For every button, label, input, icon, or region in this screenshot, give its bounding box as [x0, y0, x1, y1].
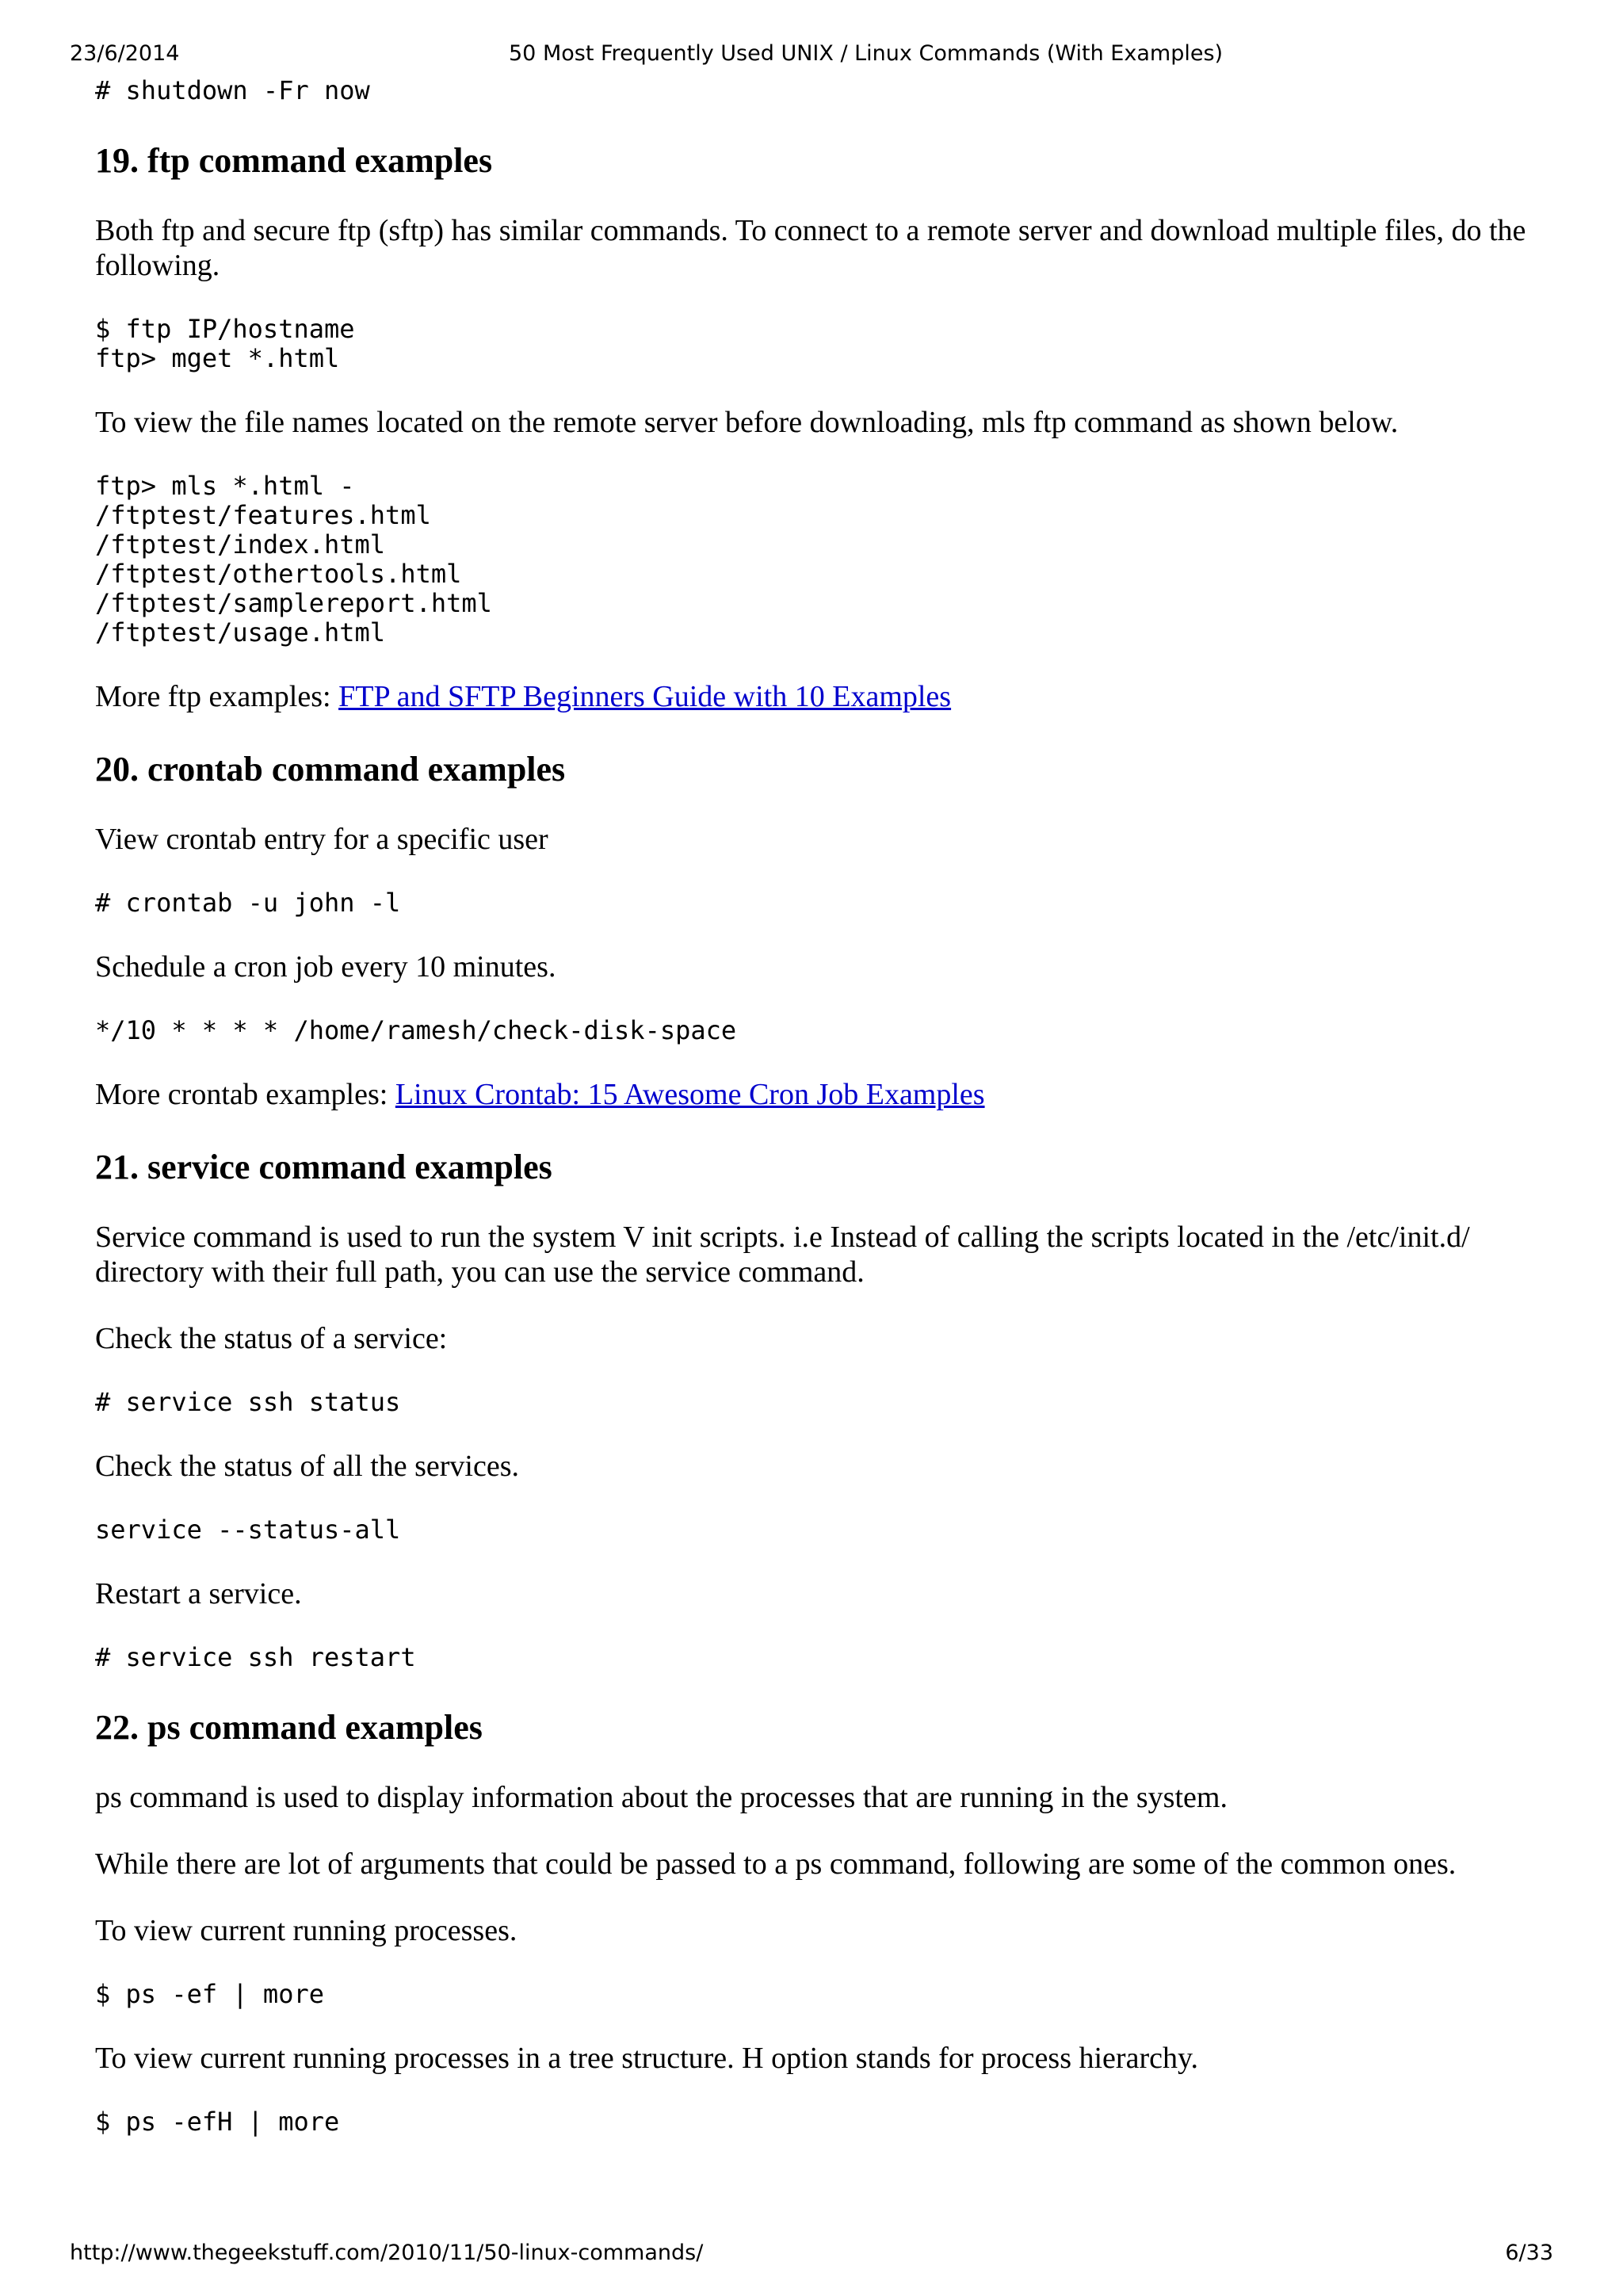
paragraph-service-status-all: Check the status of all the services. — [95, 1450, 520, 1483]
paragraph-ftp-mls: To view the file names located on the remote server before downloading, mls ftp command as shown below. — [95, 406, 1399, 439]
paragraph-ps-arguments: While there are lot of arguments that could be passed to a ps command, following are some of the common ones. — [95, 1847, 1457, 1881]
paragraph-ps-tree: To view current running processes in a tree structure. H option stands for process hierarchy. — [95, 2042, 1198, 2075]
code-block-crontab-entry: */10 * * * * /home/ramesh/check-disk-space — [95, 1015, 737, 1045]
code-block-crontab-list: # crontab -u john -l — [95, 888, 401, 918]
code-block-service-status: # service ssh status — [95, 1387, 401, 1417]
code-block-shutdown: # shutdown -Fr now — [95, 75, 370, 105]
heading-ps: 22. ps command examples — [95, 1708, 483, 1747]
link-crontab-examples[interactable]: Linux Crontab: 15 Awesome Cron Job Examples — [395, 1078, 985, 1111]
footer-url: http://www.thegeekstuff.com/2010/11/50-linux-commands/ — [70, 2241, 704, 2265]
code-block-ftp-mget: $ ftp IP/hostname ftp> mget *.html — [95, 314, 355, 373]
page-footer — [70, 2237, 1553, 2269]
paragraph-ftp-more — [95, 679, 1528, 714]
code-block-service-status-all: service --status-all — [95, 1515, 401, 1545]
paragraph-crontab-more — [95, 1077, 1528, 1112]
more-ftp-prefix: More ftp examples: — [95, 680, 339, 713]
link-ftp-guide[interactable]: FTP and SFTP Beginners Guide with 10 Examples — [338, 680, 952, 713]
heading-service: 21. service command examples — [95, 1148, 552, 1186]
code-block-ps-efh: $ ps -efH | more — [95, 2107, 340, 2137]
header-title: 50 Most Frequently Used UNIX / Linux Commands (With Examples) — [509, 41, 1224, 66]
more-crontab-prefix: More crontab examples: — [95, 1078, 395, 1111]
paragraph-ps-view: To view current running processes. — [95, 1914, 517, 1947]
heading-crontab: 20. crontab command examples — [95, 750, 566, 789]
header-date: 23/6/2014 — [70, 41, 180, 66]
paragraph-crontab-view: View crontab entry for a specific user — [95, 823, 548, 856]
code-block-service-restart: # service ssh restart — [95, 1642, 416, 1672]
page-header — [70, 38, 1553, 70]
paragraph-crontab-schedule: Schedule a cron job every 10 minutes. — [95, 950, 556, 984]
footer-page-number: 6/33 — [1505, 2241, 1553, 2265]
paragraph-ftp-intro: Both ftp and secure ftp (sftp) has similar commands. To connect to a remote server and download multiple files, do the following. — [95, 214, 1526, 282]
code-block-ps-ef: $ ps -ef | more — [95, 1979, 324, 2009]
paragraph-service-restart: Restart a service. — [95, 1577, 302, 1610]
heading-ftp: 19. ftp command examples — [95, 141, 493, 180]
article-content — [95, 76, 1528, 2137]
paragraph-service-intro: Service command is used to run the system V init scripts. i.e Instead of calling the scripts located in the /etc/init.d/ directory with their full path, you can use the service command. — [95, 1221, 1470, 1289]
paragraph-ps-intro: ps command is used to display information about the processes that are running in the system. — [95, 1781, 1228, 1814]
paragraph-service-status: Check the status of a service: — [95, 1322, 448, 1355]
code-block-ftp-mls: ftp> mls *.html - /ftptest/features.html /ftptest/index.html /ftptest/othertools.html /ftptest/samplereport.html /ftptest/usage.html — [95, 471, 492, 648]
